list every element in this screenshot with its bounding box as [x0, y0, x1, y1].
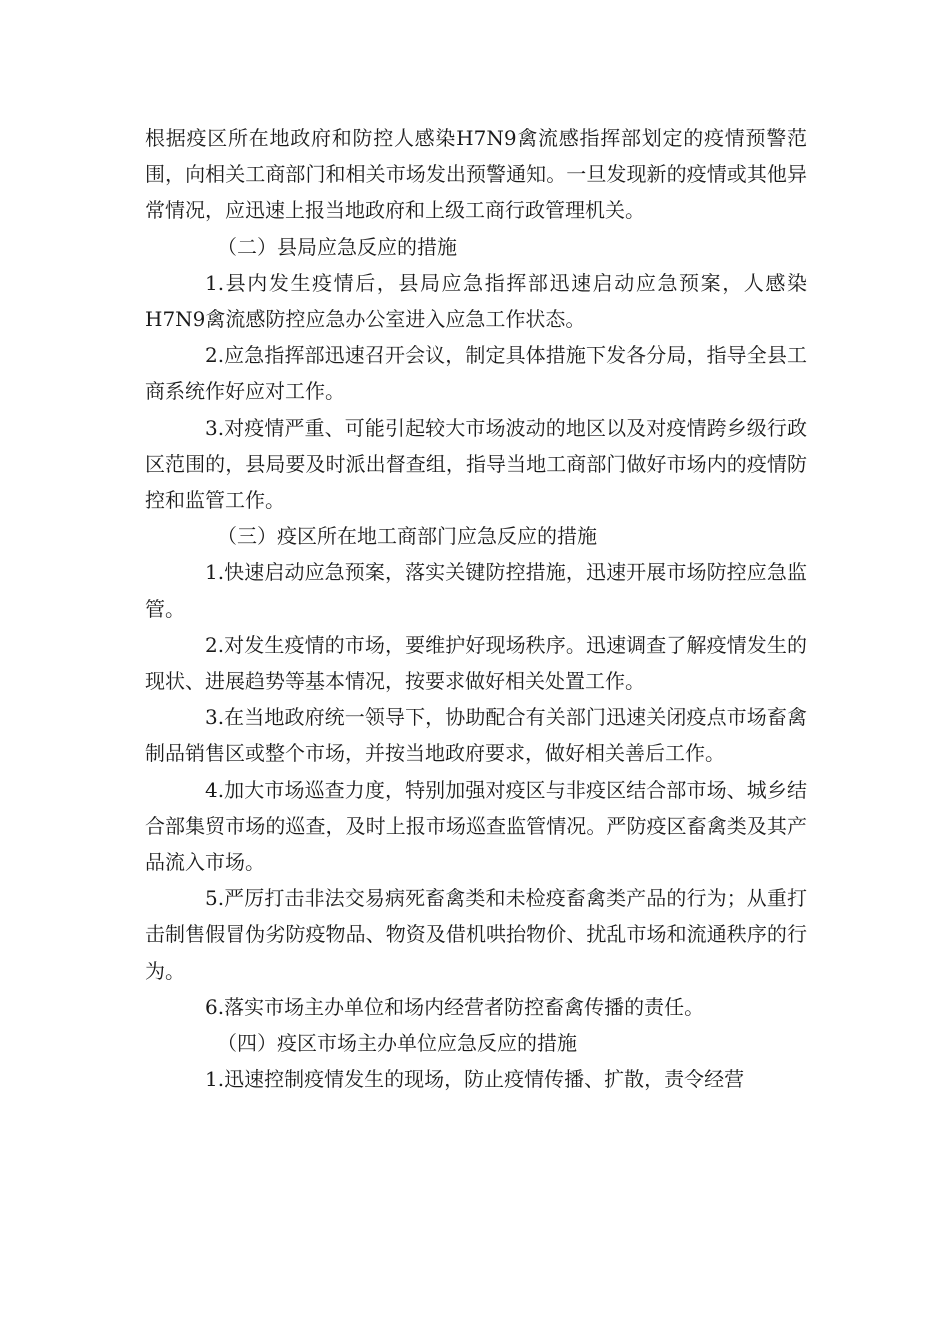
paragraph-warning-scope: 根据疫区所在地政府和防控人感染H7N9禽流感指挥部划定的疫情预警范围，向相关工商部门和相关市场发出预警通知。一旦发现新的疫情或其他异常情况，应迅速上报当地政府和上级工商行政管理机关。	[145, 126, 807, 223]
document-body	[145, 120, 807, 1097]
paragraph-market-item-1: 1.迅速控制疫情发生的现场，防止疫情传播、扩散，责令经营	[205, 1067, 745, 1092]
paragraph-local-item-5: 5.严厉打击非法交易病死畜禽类和未检疫畜禽类产品的行为；从重打击制售假冒伪劣防疫物品、物资及借机哄抬物价、扰乱市场和流通秩序的行为。	[145, 886, 807, 983]
paragraph-local-item-1: 1.快速启动应急预案，落实关键防控措施，迅速开展市场防控应急监管。	[145, 560, 807, 621]
paragraph-local-item-6: 6.落实市场主办单位和场内经营者防控畜禽传播的责任。	[205, 994, 705, 1019]
paragraph-local-item-3: 3.在当地政府统一领导下，协助配合有关部门迅速关闭疫点市场畜禽制品销售区或整个市场，并按当地政府要求，做好相关善后工作。	[145, 705, 807, 766]
paragraph-local-item-4: 4.加大市场巡查力度，特别加强对疫区与非疫区结合部市场、城乡结合部集贸市场的巡查，及时上报市场巡查监管情况。严防疫区畜禽类及其产品流入市场。	[145, 777, 807, 875]
section-heading-county-measures: （二）县局应急反应的措施	[217, 234, 457, 259]
paragraph-county-item-1: 1.县内发生疫情后，县局应急指挥部迅速启动应急预案，人感染H7N9禽流感防控应急办公室进入应急工作状态。	[145, 270, 807, 332]
section-heading-market-organizer-measures: （四）疫区市场主办单位应急反应的措施	[217, 1031, 577, 1056]
paragraph-local-item-2: 2.对发生疫情的市场，要维护好现场秩序。迅速调查了解疫情发生的现状、进展趋势等基本情况，按要求做好相关处置工作。	[145, 632, 807, 694]
paragraph-county-item-3: 3.对疫情严重、可能引起较大市场波动的地区以及对疫情跨乡级行政区范围的，县局要及时派出督查组，指导当地工商部门做好市场内的疫情防控和监管工作。	[145, 415, 807, 513]
paragraph-county-item-2: 2.应急指挥部迅速召开会议，制定具体措施下发各分局，指导全县工商系统作好应对工作。	[145, 343, 807, 404]
section-heading-local-bureau-measures: （三）疫区所在地工商部门应急反应的措施	[217, 524, 597, 549]
